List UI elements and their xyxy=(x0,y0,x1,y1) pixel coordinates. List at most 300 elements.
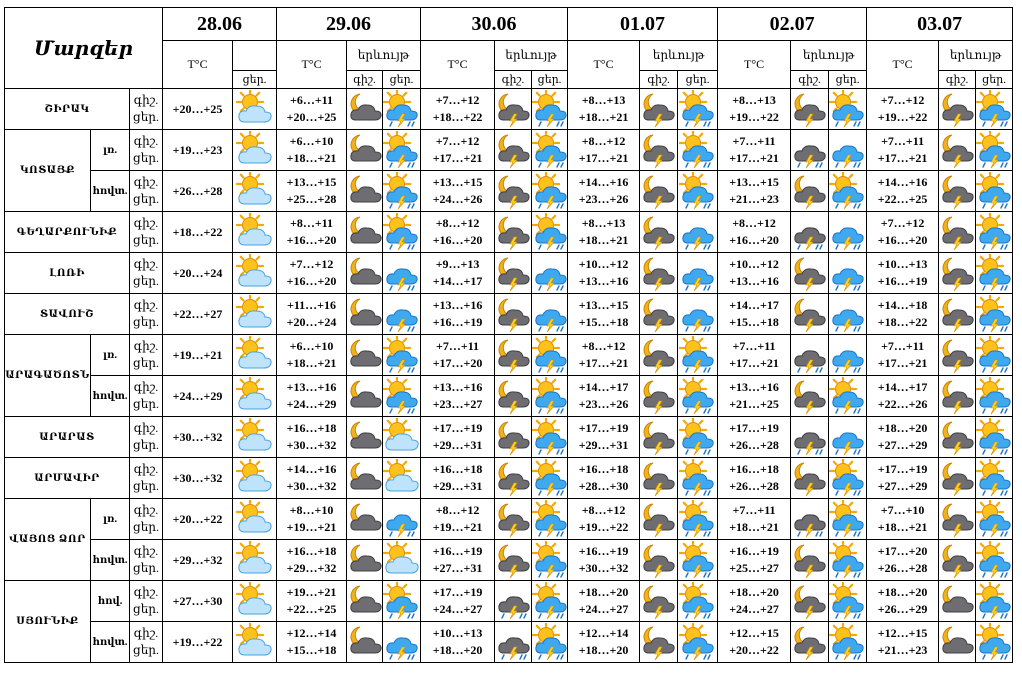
sun-thunderstorm-icon xyxy=(678,89,718,130)
day-temp: +23…+27 xyxy=(432,397,483,411)
temperature-range xyxy=(568,622,640,663)
sun-thunderstorm-icon xyxy=(829,581,867,622)
night-temp: +19…+21 xyxy=(286,585,337,599)
rain-thunderstorm-icon xyxy=(829,253,867,294)
day-period-header: ցեր. xyxy=(829,71,867,89)
day-temp: +16…+20 xyxy=(432,233,483,247)
temperature-range xyxy=(277,130,347,171)
sun-thunderstorm-icon xyxy=(383,89,421,130)
date-header: 30.06 xyxy=(421,8,568,41)
moon-thunderstorm-icon xyxy=(640,130,678,171)
sun-thunderstorm-icon xyxy=(976,130,1013,171)
day-temp: +16…+20 xyxy=(286,274,337,288)
sun-thunderstorm-icon xyxy=(976,294,1013,335)
sun-cloud-icon xyxy=(233,253,277,294)
night-temp: +7…+11 xyxy=(881,339,925,353)
night-temp: +18…+20 xyxy=(578,585,629,599)
day-temp: +16…+20 xyxy=(877,233,928,247)
moon-thunderstorm-icon xyxy=(939,171,976,212)
region-row xyxy=(5,622,1013,663)
day-temp: +18…+21 xyxy=(286,356,337,370)
temperature-range xyxy=(421,581,495,622)
night-label: գիշ. xyxy=(133,216,159,230)
temperature-range xyxy=(718,622,791,663)
region-row xyxy=(5,335,1013,376)
moon-thunderstorm-icon xyxy=(640,294,678,335)
temperature-range: +19…+22 xyxy=(163,622,233,663)
sun-thunderstorm-icon xyxy=(532,458,568,499)
day-temp: +18…+21 xyxy=(877,520,928,534)
sun-thunderstorm-icon xyxy=(532,171,568,212)
moon-thunderstorm-icon xyxy=(495,335,532,376)
day-label: ցեր. xyxy=(133,110,159,124)
period-labels xyxy=(130,130,163,171)
night-temp: +16…+18 xyxy=(729,462,779,476)
subregion-label: հովտ. xyxy=(91,376,130,417)
moon-thunderstorm-icon xyxy=(495,540,532,581)
temp-header: T°C xyxy=(568,41,640,89)
night-temp: +7…+12 xyxy=(435,93,480,107)
day-label: ցեր. xyxy=(133,315,159,329)
moon-thunderstorm-icon xyxy=(791,89,829,130)
day-temp: +17…+21 xyxy=(729,356,779,370)
day-temp: +25…+28 xyxy=(286,192,337,206)
night-label: գիշ. xyxy=(133,134,159,148)
forecast-table-body xyxy=(5,8,1013,663)
sun-cloud-icon xyxy=(233,212,277,253)
sun-cloud-icon xyxy=(383,540,421,581)
night-temp: +16…+19 xyxy=(578,544,629,558)
temperature-range xyxy=(277,335,347,376)
night-temp: +7…+11 xyxy=(732,339,776,353)
sun-thunderstorm-icon xyxy=(678,458,718,499)
day-label: ցեր. xyxy=(133,561,159,575)
day-temp: +17…+21 xyxy=(877,356,928,370)
period-labels xyxy=(130,376,163,417)
day-label: ցեր. xyxy=(133,602,159,616)
temperature-range xyxy=(277,171,347,212)
date-header: 02.07 xyxy=(718,8,867,41)
day-temp: +15…+18 xyxy=(286,643,337,657)
moon-thunderstorm-icon xyxy=(640,171,678,212)
day-label: ցեր. xyxy=(133,643,159,657)
moon-cloud-icon xyxy=(347,417,383,458)
night-temp: +14…+17 xyxy=(877,380,928,394)
sun-thunderstorm-icon xyxy=(976,89,1013,130)
sun-thunderstorm-icon xyxy=(976,540,1013,581)
night-temp: +14…+16 xyxy=(578,175,629,189)
temperature-range xyxy=(568,499,640,540)
night-temp: +16…+19 xyxy=(729,544,779,558)
moon-cloud-icon xyxy=(347,171,383,212)
temperature-range: +18…+22 xyxy=(163,212,233,253)
night-period-header: գիշ. xyxy=(640,71,678,89)
day-temp: +18…+22 xyxy=(432,110,483,124)
day-temp: +18…+21 xyxy=(578,233,629,247)
rain-thunderstorm-icon xyxy=(829,335,867,376)
sun-thunderstorm-icon xyxy=(678,335,718,376)
day-temp: +18…+20 xyxy=(578,643,629,657)
day-temp: +27…+31 xyxy=(432,561,483,575)
temperature-range xyxy=(718,458,791,499)
region-name: ԱՐՄԱՎԻՐ xyxy=(5,458,130,499)
sun-thunderstorm-icon xyxy=(532,540,568,581)
night-temp: +7…+12 xyxy=(289,257,334,271)
temperature-range xyxy=(568,294,640,335)
temperature-range xyxy=(568,253,640,294)
moon-thunderstorm-icon xyxy=(791,376,829,417)
night-temp: +9…+13 xyxy=(435,257,480,271)
day-temp: +30…+32 xyxy=(286,479,337,493)
sun-thunderstorm-icon xyxy=(678,130,718,171)
temperature-range xyxy=(277,253,347,294)
day-temp: +19…+22 xyxy=(877,110,928,124)
region-name: ԿՈՏԱՅՔ xyxy=(5,130,91,212)
day-temp: +17…+20 xyxy=(432,356,483,370)
day-temp: +29…+31 xyxy=(578,438,629,452)
temperature-range xyxy=(568,540,640,581)
sun-thunderstorm-icon xyxy=(976,417,1013,458)
night-temp: +8…+12 xyxy=(581,339,626,353)
moon-thunderstorm-icon xyxy=(939,417,976,458)
temperature-range xyxy=(718,417,791,458)
weather-header: երևույթ xyxy=(939,41,1013,71)
night-temp: +8…+12 xyxy=(581,134,626,148)
sun-thunderstorm-icon xyxy=(976,499,1013,540)
sun-cloud-icon xyxy=(233,540,277,581)
day-temp: +29…+31 xyxy=(432,438,483,452)
temperature-range xyxy=(421,417,495,458)
night-temp: +12…+14 xyxy=(578,626,629,640)
region-row xyxy=(5,294,1013,335)
region-row xyxy=(5,458,1013,499)
moon-thunderstorm-icon xyxy=(791,294,829,335)
night-temp: +14…+16 xyxy=(877,175,928,189)
night-period-header: գիշ. xyxy=(347,71,383,89)
regions-title: Մարզեր xyxy=(5,8,163,89)
day-period-header: ցեր. xyxy=(233,71,277,89)
night-temp: +10…+12 xyxy=(578,257,629,271)
temperature-range xyxy=(867,581,939,622)
sun-cloud-icon xyxy=(233,294,277,335)
moon-thunderstorm-icon xyxy=(495,130,532,171)
subregion-label: հովտ. xyxy=(91,540,130,581)
region-row xyxy=(5,540,1013,581)
night-label: գիշ. xyxy=(133,462,159,476)
temperature-range xyxy=(421,130,495,171)
subregion-label: լռ. xyxy=(91,130,130,171)
night-temp: +13…+15 xyxy=(578,298,629,312)
night-temp: +16…+19 xyxy=(432,544,483,558)
sun-thunderstorm-icon xyxy=(829,622,867,663)
day-temp: +22…+25 xyxy=(286,602,337,616)
night-temp: +8…+12 xyxy=(435,503,480,517)
day-label: ցեր. xyxy=(133,520,159,534)
temperature-range xyxy=(718,540,791,581)
moon-cloud-icon xyxy=(347,581,383,622)
sun-cloud-icon xyxy=(233,171,277,212)
night-temp: +13…+15 xyxy=(432,175,483,189)
moon-thunderstorm-icon xyxy=(791,458,829,499)
temperature-range: +30…+32 xyxy=(163,458,233,499)
temperature-range: +24…+29 xyxy=(163,376,233,417)
day-temp: +20…+25 xyxy=(286,110,337,124)
night-label: գիշ. xyxy=(133,257,159,271)
temperature-range xyxy=(421,458,495,499)
day-temp: +16…+19 xyxy=(432,315,483,329)
temperature-range xyxy=(718,376,791,417)
moon-thunderstorm-icon xyxy=(939,458,976,499)
temperature-range xyxy=(421,499,495,540)
sun-thunderstorm-icon xyxy=(976,212,1013,253)
region-name: ԳԵՂԱՐՔՈՒՆԻՔ xyxy=(5,212,130,253)
day-temp: +21…+25 xyxy=(729,397,779,411)
moon-thunderstorm-icon xyxy=(495,253,532,294)
sun-thunderstorm-icon xyxy=(383,335,421,376)
night-temp: +8…+13 xyxy=(732,93,776,107)
temperature-range xyxy=(867,622,939,663)
temp-header: T°C xyxy=(421,41,495,89)
temperature-range: +19…+23 xyxy=(163,130,233,171)
day-temp: +17…+21 xyxy=(877,151,928,165)
night-temp: +12…+14 xyxy=(286,626,337,640)
forecast-table xyxy=(4,7,1013,663)
day-temp: +19…+21 xyxy=(286,520,337,534)
day-temp: +16…+19 xyxy=(877,274,928,288)
region-row xyxy=(5,171,1013,212)
day-temp: +23…+26 xyxy=(578,192,629,206)
rain-thunderstorm-icon xyxy=(383,622,421,663)
temperature-range: +22…+27 xyxy=(163,294,233,335)
subregion-label: լռ. xyxy=(91,335,130,376)
region-name: ՇԻՐԱԿ xyxy=(5,89,130,130)
night-label: գիշ. xyxy=(133,93,159,107)
rain-thunderstorm-icon xyxy=(829,417,867,458)
day-period-header: ցեր. xyxy=(532,71,568,89)
temperature-range xyxy=(277,581,347,622)
rain-thunderstorm-icon xyxy=(532,253,568,294)
night-temp: +8…+12 xyxy=(732,216,776,230)
sun-thunderstorm-icon xyxy=(532,212,568,253)
day-label: ցեր. xyxy=(133,151,159,165)
night-temp: +7…+11 xyxy=(732,134,776,148)
moon-thunderstorm-icon xyxy=(939,253,976,294)
night-label: գիշ. xyxy=(133,298,159,312)
rain-thunderstorm-icon xyxy=(678,212,718,253)
moon-cloud-icon xyxy=(347,335,383,376)
moon-thunderstorm-icon xyxy=(495,499,532,540)
temperature-range xyxy=(867,335,939,376)
moon-thunderstorm-icon xyxy=(791,581,829,622)
region-row xyxy=(5,253,1013,294)
temperature-range xyxy=(277,89,347,130)
sun-thunderstorm-icon xyxy=(976,622,1013,663)
period-labels xyxy=(130,540,163,581)
period-labels xyxy=(130,212,163,253)
temperature-range xyxy=(867,540,939,581)
date-header: 01.07 xyxy=(568,8,718,41)
night-label: գիշ. xyxy=(133,175,159,189)
subregion-label: լռ. xyxy=(91,499,130,540)
temperature-range xyxy=(421,253,495,294)
region-row xyxy=(5,417,1013,458)
night-temp: +14…+16 xyxy=(286,462,337,476)
period-labels xyxy=(130,253,163,294)
moon-thunderstorm-icon xyxy=(791,540,829,581)
temperature-range xyxy=(568,89,640,130)
sun-thunderstorm-icon xyxy=(976,253,1013,294)
moon-thunderstorm-icon xyxy=(640,253,678,294)
night-temp: +10…+13 xyxy=(877,257,928,271)
sun-thunderstorm-icon xyxy=(383,212,421,253)
temperature-range xyxy=(867,458,939,499)
day-label: ցեր. xyxy=(133,233,159,247)
region-row xyxy=(5,212,1013,253)
night-label: գիշ. xyxy=(133,339,159,353)
day-temp: +17…+21 xyxy=(578,356,629,370)
night-label: գիշ. xyxy=(133,585,159,599)
temperature-range xyxy=(277,376,347,417)
day-temp: +29…+31 xyxy=(432,479,483,493)
night-temp: +18…+20 xyxy=(729,585,779,599)
sun-thunderstorm-icon xyxy=(829,458,867,499)
forecast-table-wrapper xyxy=(4,7,1013,663)
night-period-header: գիշ. xyxy=(791,71,829,89)
temperature-range xyxy=(277,540,347,581)
moon-thunderstorm-icon xyxy=(495,294,532,335)
sun-cloud-icon xyxy=(233,499,277,540)
region-name: ԼՈՌԻ xyxy=(5,253,130,294)
sun-thunderstorm-icon xyxy=(532,376,568,417)
weather-header: երևույթ xyxy=(791,41,867,71)
temperature-range xyxy=(277,212,347,253)
night-temp: +7…+12 xyxy=(880,216,925,230)
rain-thunderstorm-icon xyxy=(829,294,867,335)
night-temp: +8…+12 xyxy=(581,503,626,517)
sun-thunderstorm-icon xyxy=(383,171,421,212)
temperature-range xyxy=(568,417,640,458)
day-temp: +19…+22 xyxy=(729,110,779,124)
temperature-range: +20…+24 xyxy=(163,253,233,294)
period-labels xyxy=(130,335,163,376)
temp-header: T°C xyxy=(277,41,347,89)
moon-cloud-icon xyxy=(347,130,383,171)
day-temp: +18…+21 xyxy=(729,520,779,534)
date-header: 29.06 xyxy=(277,8,421,41)
night-temp: +7…+12 xyxy=(435,134,480,148)
moon-cloud-icon xyxy=(347,89,383,130)
rain-thunderstorm-icon xyxy=(829,130,867,171)
moon-cloud-icon xyxy=(347,499,383,540)
temperature-range xyxy=(277,458,347,499)
temperature-range xyxy=(568,458,640,499)
region-row xyxy=(5,376,1013,417)
rain-thunderstorm-icon xyxy=(532,294,568,335)
night-temp: +12…+15 xyxy=(729,626,779,640)
temperature-range xyxy=(421,335,495,376)
rain-thunderstorm-icon xyxy=(383,499,421,540)
temperature-range xyxy=(421,622,495,663)
night-temp: +14…+17 xyxy=(578,380,629,394)
day-temp: +17…+21 xyxy=(729,151,779,165)
moon-thunderstorm-icon xyxy=(640,622,678,663)
sun-cloud-icon xyxy=(233,417,277,458)
night-temp: +17…+19 xyxy=(877,462,928,476)
night-temp: +14…+18 xyxy=(877,298,928,312)
night-temp: +13…+15 xyxy=(286,175,337,189)
night-temp: +14…+17 xyxy=(729,298,779,312)
sun-thunderstorm-icon xyxy=(829,376,867,417)
night-temp: +8…+11 xyxy=(290,216,334,230)
night-temp: +7…+10 xyxy=(880,503,925,517)
subregion-label: հով. xyxy=(91,581,130,622)
rain-thunderstorm-icon xyxy=(678,294,718,335)
moon-cloud-icon xyxy=(347,212,383,253)
day-temp: +20…+24 xyxy=(286,315,337,329)
temperature-range xyxy=(277,294,347,335)
night-period-header: գիշ. xyxy=(939,71,976,89)
region-row xyxy=(5,89,1013,130)
sun-thunderstorm-icon xyxy=(829,499,867,540)
sun-thunderstorm-icon xyxy=(532,417,568,458)
region-name: ԱՐԱԳԱԾՈՏՆ xyxy=(5,335,91,417)
temperature-range xyxy=(718,130,791,171)
day-temp: +18…+20 xyxy=(432,643,483,657)
sun-thunderstorm-icon xyxy=(532,581,568,622)
period-labels xyxy=(130,499,163,540)
rain-thunderstorm-icon xyxy=(829,212,867,253)
period-labels xyxy=(130,171,163,212)
night-temp: +6…+10 xyxy=(289,339,334,353)
moon-thunderstorm-icon xyxy=(640,581,678,622)
temperature-range xyxy=(867,499,939,540)
temperature-range xyxy=(867,376,939,417)
night-temp: +17…+20 xyxy=(877,544,928,558)
period-labels xyxy=(130,581,163,622)
day-temp: +23…+26 xyxy=(578,397,629,411)
subregion-label: հովտ. xyxy=(91,622,130,663)
region-row xyxy=(5,130,1013,171)
moon-thunderstorm-icon xyxy=(791,171,829,212)
temp-header: T°C xyxy=(163,41,233,89)
sun-cloud-icon xyxy=(233,458,277,499)
temperature-range: +20…+25 xyxy=(163,89,233,130)
period-labels xyxy=(130,622,163,663)
night-label: գիշ. xyxy=(133,503,159,517)
temperature-range xyxy=(277,499,347,540)
day-temp: +18…+21 xyxy=(578,110,629,124)
thunderstorm-icon xyxy=(495,622,532,663)
moon-thunderstorm-icon xyxy=(939,294,976,335)
temperature-range xyxy=(277,622,347,663)
temperature-range xyxy=(867,130,939,171)
moon-thunderstorm-icon xyxy=(939,376,976,417)
sun-cloud-icon xyxy=(233,335,277,376)
sun-thunderstorm-icon xyxy=(678,622,718,663)
moon-thunderstorm-icon xyxy=(939,335,976,376)
temperature-range xyxy=(718,294,791,335)
moon-thunderstorm-icon xyxy=(495,458,532,499)
day-temp: +30…+32 xyxy=(286,438,337,452)
sun-thunderstorm-icon xyxy=(532,499,568,540)
day-label: ցեր. xyxy=(133,274,159,288)
night-temp: +13…+16 xyxy=(286,380,337,394)
moon-thunderstorm-icon xyxy=(939,130,976,171)
subregion-label: հովտ. xyxy=(91,171,130,212)
day-temp: +18…+21 xyxy=(286,151,337,165)
thunderstorm-icon xyxy=(791,417,829,458)
temperature-range: +29…+32 xyxy=(163,540,233,581)
